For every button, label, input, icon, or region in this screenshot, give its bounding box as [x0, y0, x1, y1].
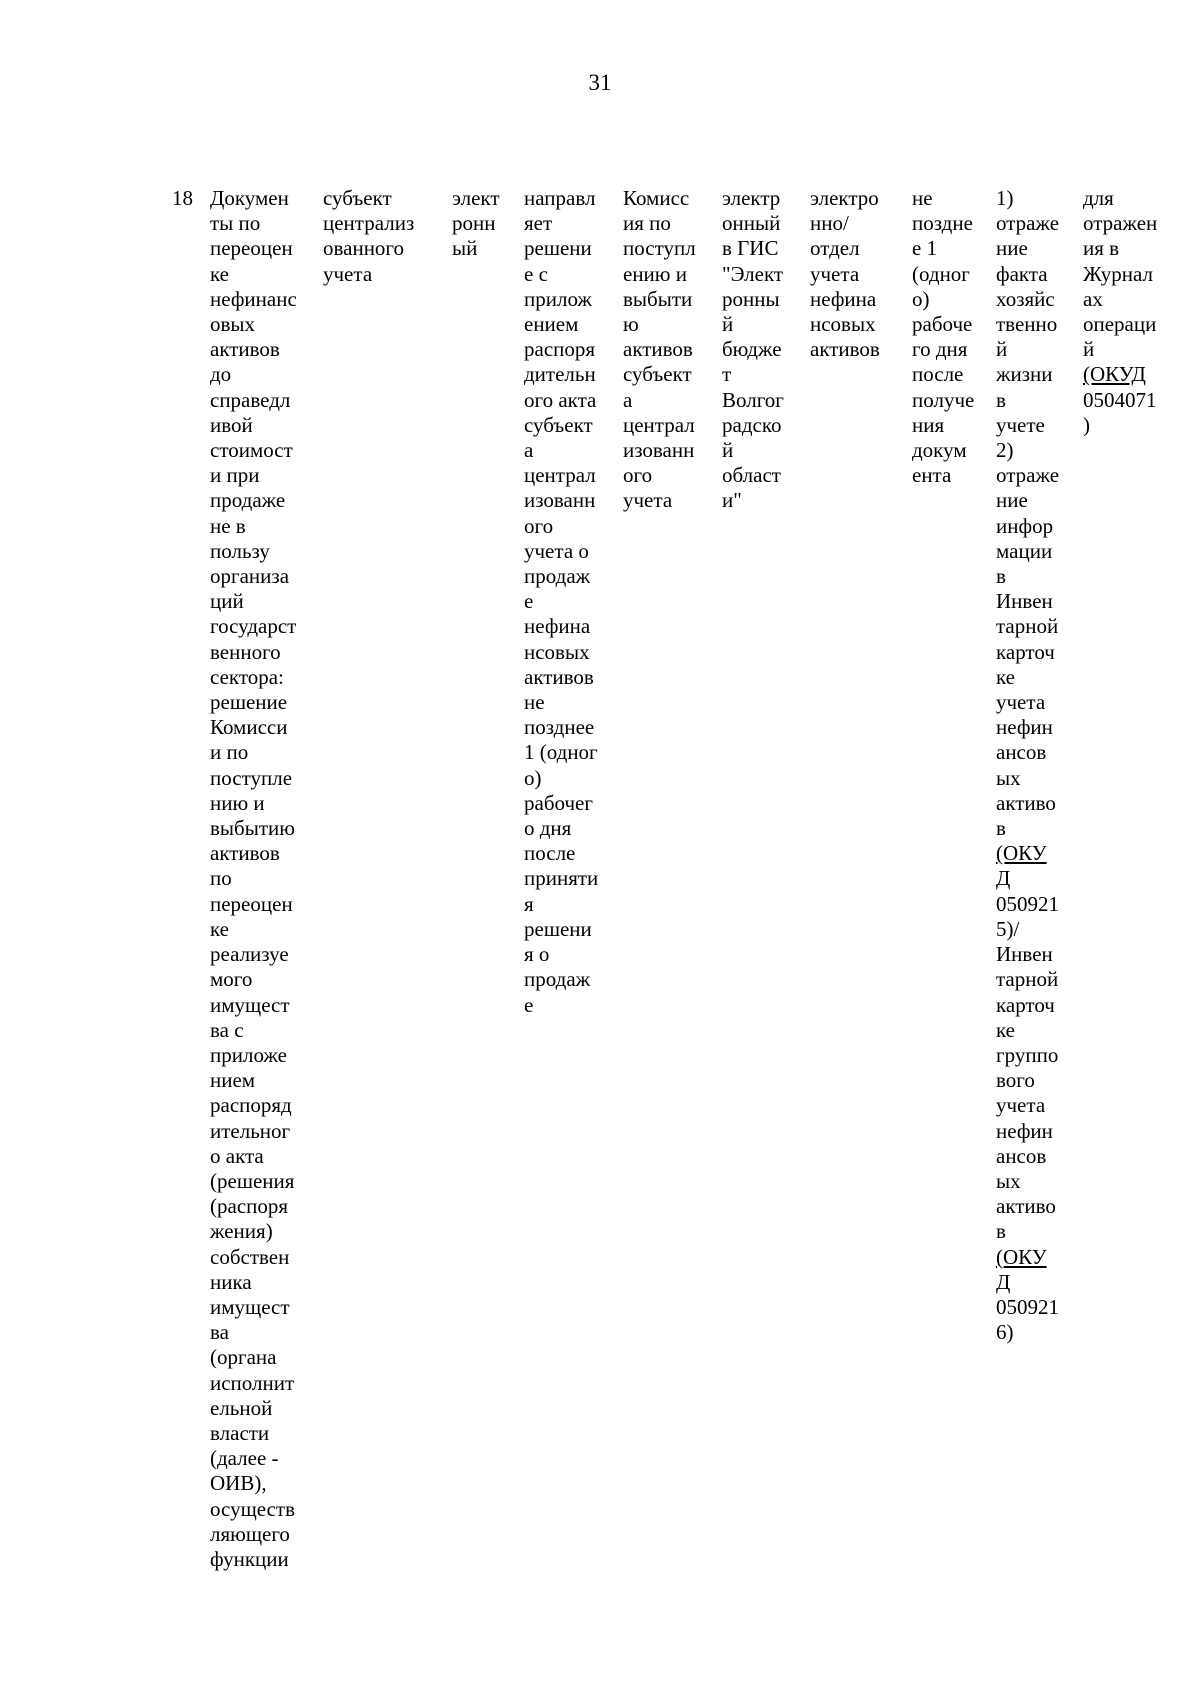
cell-line: активов [210, 841, 280, 866]
cell-line: реализуе [210, 942, 289, 967]
cell-line: ке [996, 664, 1016, 689]
cell-line: ОИВ), [210, 1471, 267, 1496]
cell-line: тарной [996, 967, 1059, 992]
cell-line: после [524, 841, 576, 866]
cell-line: ению и [623, 261, 687, 286]
cell-sender [323, 186, 414, 287]
cell-line: тарной [996, 614, 1059, 639]
cell-line: нефин [996, 1118, 1053, 1143]
cell-line: и при [210, 463, 260, 488]
cell-line: власти [210, 1420, 270, 1445]
cell-line: 0504071 [1083, 387, 1157, 412]
cell-line: активов [623, 337, 693, 362]
cell-line: 1 (одног [524, 740, 598, 765]
cell-line: организа [210, 564, 290, 589]
cell-line: нефина [524, 614, 591, 639]
cell-line: мого [210, 967, 253, 992]
cell-line: ние [996, 236, 1028, 261]
cell-line: нсовых [524, 639, 590, 664]
cell-line: (решения [210, 1168, 295, 1193]
cell-line: ельной [210, 1395, 273, 1420]
cell-line: группо [996, 1042, 1059, 1067]
cell-line: стоимост [210, 438, 293, 463]
cell-line: распоря [524, 337, 596, 362]
cell-line: поздне [912, 211, 973, 236]
cell-line: ние [996, 488, 1028, 513]
cell-line: изованн [524, 488, 596, 513]
cell-line: ва [210, 1320, 229, 1345]
cell-line: ия в [1083, 236, 1120, 261]
cell-line: приняти [524, 866, 599, 891]
cell-line: отраже [996, 463, 1060, 488]
cell-line: учета [323, 261, 373, 286]
cell-line: венного [210, 639, 281, 664]
cell-line: продаж [524, 564, 591, 589]
cell-line: го дня [912, 337, 968, 362]
cell-line: переоцен [210, 236, 293, 261]
cell-line: ника [210, 1269, 252, 1294]
cell-line: учета [996, 1093, 1046, 1118]
cell-line: Журнал [1083, 261, 1154, 286]
cell-line: централиз [323, 211, 415, 236]
cell-line: в ГИС [722, 236, 779, 261]
cell-line: по [210, 866, 232, 891]
cell-line: электр [722, 186, 781, 210]
cell-line: продаже [210, 488, 286, 513]
cell-line: справедл [210, 387, 291, 412]
cell-line: яет [524, 211, 553, 236]
cell-line: активо [996, 790, 1056, 815]
cell-channel [722, 186, 784, 514]
cell-line: 050921 [996, 1294, 1059, 1319]
cell-line: и" [722, 488, 742, 513]
cell-line: 2) [996, 438, 1014, 463]
cell-line: ением [524, 312, 579, 337]
cell-line: твенно [996, 312, 1058, 337]
cell-line: изованн [623, 438, 695, 463]
cell-line: е [524, 589, 534, 614]
cell-line: а [623, 387, 633, 412]
cell-line: е 1 [912, 236, 938, 261]
cell-line: Д [996, 866, 1011, 891]
cell-line: функции [210, 1546, 289, 1571]
cell-line: и по [210, 740, 249, 765]
cell-line: решени [524, 236, 592, 261]
cell-line: до [210, 362, 232, 387]
cell-line: (далее - [210, 1446, 279, 1471]
cell-line: о) [524, 765, 542, 790]
cell-line: инфор [996, 513, 1054, 538]
cell-line: не [524, 690, 545, 715]
cell-line: Волгог [722, 387, 784, 412]
cell-line: вого [996, 1068, 1035, 1093]
cell-line: в [996, 816, 1006, 841]
cell-line: ительног [210, 1118, 291, 1143]
cell-line: активов [524, 664, 594, 689]
cell-line: субъект [524, 412, 593, 437]
cell-line: 050921 [996, 891, 1059, 916]
cell-line: а [524, 438, 534, 463]
cell-line: нефина [810, 286, 877, 311]
cell-line: (ОКУД [1083, 362, 1146, 387]
cell-line: ) [1083, 412, 1090, 437]
cell-line: государст [210, 614, 297, 639]
cell-line: й [722, 312, 734, 337]
cell-line: й [722, 438, 734, 463]
cell-line: онный [722, 211, 781, 236]
cell-line: е с [524, 261, 548, 286]
cell-line: нию и [210, 790, 265, 815]
cell-line: имущест [210, 992, 290, 1017]
cell-deadline [912, 186, 974, 488]
cell-line: ах [1083, 286, 1103, 311]
cell-line: не [912, 186, 933, 210]
cell-line: мации [996, 538, 1053, 563]
cell-line: факта [996, 261, 1048, 286]
cell-line: переоцен [210, 891, 293, 916]
cell-line: отдел [810, 236, 860, 261]
cell-line: имущест [210, 1294, 290, 1319]
cell-line: Инвен [996, 589, 1053, 614]
cell-line: отражен [1083, 211, 1158, 236]
cell-line: электро [810, 186, 879, 210]
cell-line: нефинанс [210, 286, 297, 311]
cell-line: учета [623, 488, 673, 513]
cell-line: приложе [210, 1042, 287, 1067]
cell-recipient [623, 186, 696, 514]
cell-line: направл [524, 186, 596, 210]
cell-line: ке [210, 916, 230, 941]
cell-line: ляющего [210, 1521, 290, 1546]
cell-line: бюдже [722, 337, 782, 362]
cell-line: дительн [524, 362, 596, 387]
cell-line: ого [623, 463, 653, 488]
page-number: 31 [588, 70, 612, 95]
cell-line: поступл [623, 236, 696, 261]
cell-line: субъект [323, 186, 392, 210]
cell-line: распоряд [210, 1093, 292, 1118]
cell-line: учета о [524, 538, 589, 563]
cell-line: в [996, 387, 1006, 412]
cell-line: жения) [210, 1219, 273, 1244]
cell-line: Комисси [210, 715, 288, 740]
cell-line: осуществ [210, 1496, 295, 1521]
cell-line: собствен [210, 1244, 290, 1269]
cell-line: хозяйс [996, 286, 1055, 311]
cell-line: й [1083, 337, 1095, 362]
cell-line: е [524, 992, 534, 1017]
cell-line: активов [210, 337, 280, 362]
cell-line: централ [623, 412, 695, 437]
cell-line: учета [996, 690, 1046, 715]
cell-line: выбытию [210, 816, 295, 841]
cell-line: ованного [323, 236, 405, 261]
cell-line: после [912, 362, 964, 387]
cell-line: ансов [996, 740, 1047, 765]
cell-line: ента [912, 463, 952, 488]
cell-line: исполнит [210, 1370, 295, 1395]
cell-line: карточ [996, 992, 1055, 1017]
cell-line: 1) [996, 186, 1014, 210]
cell-line: (ОКУ [996, 1244, 1047, 1269]
cell-purpose [1083, 186, 1157, 438]
cell-line: (одног [912, 261, 970, 286]
cell-line: карточ [996, 639, 1055, 664]
cell-line: ронны [722, 286, 780, 311]
cell-line: учете [996, 412, 1045, 437]
cell-line: ого акта [524, 387, 597, 412]
cell-line: т [722, 362, 732, 387]
cell-line: ке [996, 1017, 1016, 1042]
cell-line: о акта [210, 1143, 264, 1168]
cell-line: о) [912, 286, 930, 311]
cell-line: ке [210, 261, 230, 286]
cell-line: активо [996, 1194, 1056, 1219]
cell-line: рабочег [524, 790, 593, 815]
cell-action [524, 186, 598, 1018]
cell-line: пользу [210, 538, 270, 563]
cell-line: в [996, 1219, 1006, 1244]
cell-line: я о [524, 942, 550, 967]
cell-line: элект [452, 186, 500, 210]
cell-line: позднее [524, 715, 595, 740]
cell-format [452, 186, 500, 262]
cell-line: ния [912, 412, 945, 437]
cell-line: жизни [996, 362, 1053, 387]
cell-line: радско [722, 412, 782, 437]
cell-line: нием [210, 1068, 256, 1093]
cell-line: рабоче [912, 312, 973, 337]
cell-line: прилож [524, 286, 592, 311]
cell-line: овых [210, 312, 256, 337]
cell-line: ронн [452, 211, 496, 236]
cell-line: централ [524, 463, 596, 488]
cell-line: ый [452, 236, 478, 261]
cell-line: поступле [210, 765, 293, 790]
row-number: 18 [172, 186, 193, 210]
cell-line: отраже [996, 211, 1060, 236]
cell-line: выбыти [623, 286, 693, 311]
cell-line: операци [1083, 312, 1157, 337]
cell-line: й [996, 337, 1008, 362]
cell-line: Д [996, 1269, 1011, 1294]
cell-line: я [524, 891, 534, 916]
cell-line: решени [524, 916, 592, 941]
cell-line: 6) [996, 1320, 1014, 1345]
cell-line: сектора: [210, 664, 284, 689]
cell-line: 5)/ [996, 916, 1020, 941]
cell-line: ивой [210, 412, 253, 437]
cell-line: субъект [623, 362, 692, 387]
cell-line: ансов [996, 1143, 1047, 1168]
cell-line: получе [912, 387, 975, 412]
cell-line: (ОКУ [996, 841, 1047, 866]
cell-line: (распоря [210, 1194, 289, 1219]
cell-line: ций [210, 589, 244, 614]
cell-line: Докумен [210, 186, 289, 210]
cell-line: (органа [210, 1345, 277, 1370]
cell-line: решение [210, 690, 288, 715]
cell-line: докум [912, 438, 967, 463]
cell-line: ия по [623, 211, 671, 236]
cell-line: ых [996, 765, 1021, 790]
cell-line: област [722, 463, 781, 488]
cell-line: Комисс [623, 186, 690, 210]
cell-line: ых [996, 1168, 1021, 1193]
cell-line: ва с [210, 1017, 244, 1042]
cell-line: нефин [996, 715, 1053, 740]
cell-line: в [996, 564, 1006, 589]
cell-line: ты по [210, 211, 261, 236]
cell-line: о дня [524, 816, 572, 841]
cell-line: ого [524, 513, 554, 538]
cell-processing [996, 186, 1059, 1345]
cell-line: Инвен [996, 942, 1053, 967]
cell-line: не в [210, 513, 246, 538]
cell-document [210, 186, 297, 1572]
cell-line: продаж [524, 967, 591, 992]
cell-line: нсовых [810, 312, 876, 337]
cell-line: "Элект [722, 261, 784, 286]
cell-line: нно/ [810, 211, 849, 236]
cell-line: активов [810, 337, 880, 362]
cell-department [810, 186, 880, 362]
cell-line: учета [810, 261, 860, 286]
cell-line: ю [623, 312, 639, 337]
cell-line: для [1083, 186, 1114, 210]
